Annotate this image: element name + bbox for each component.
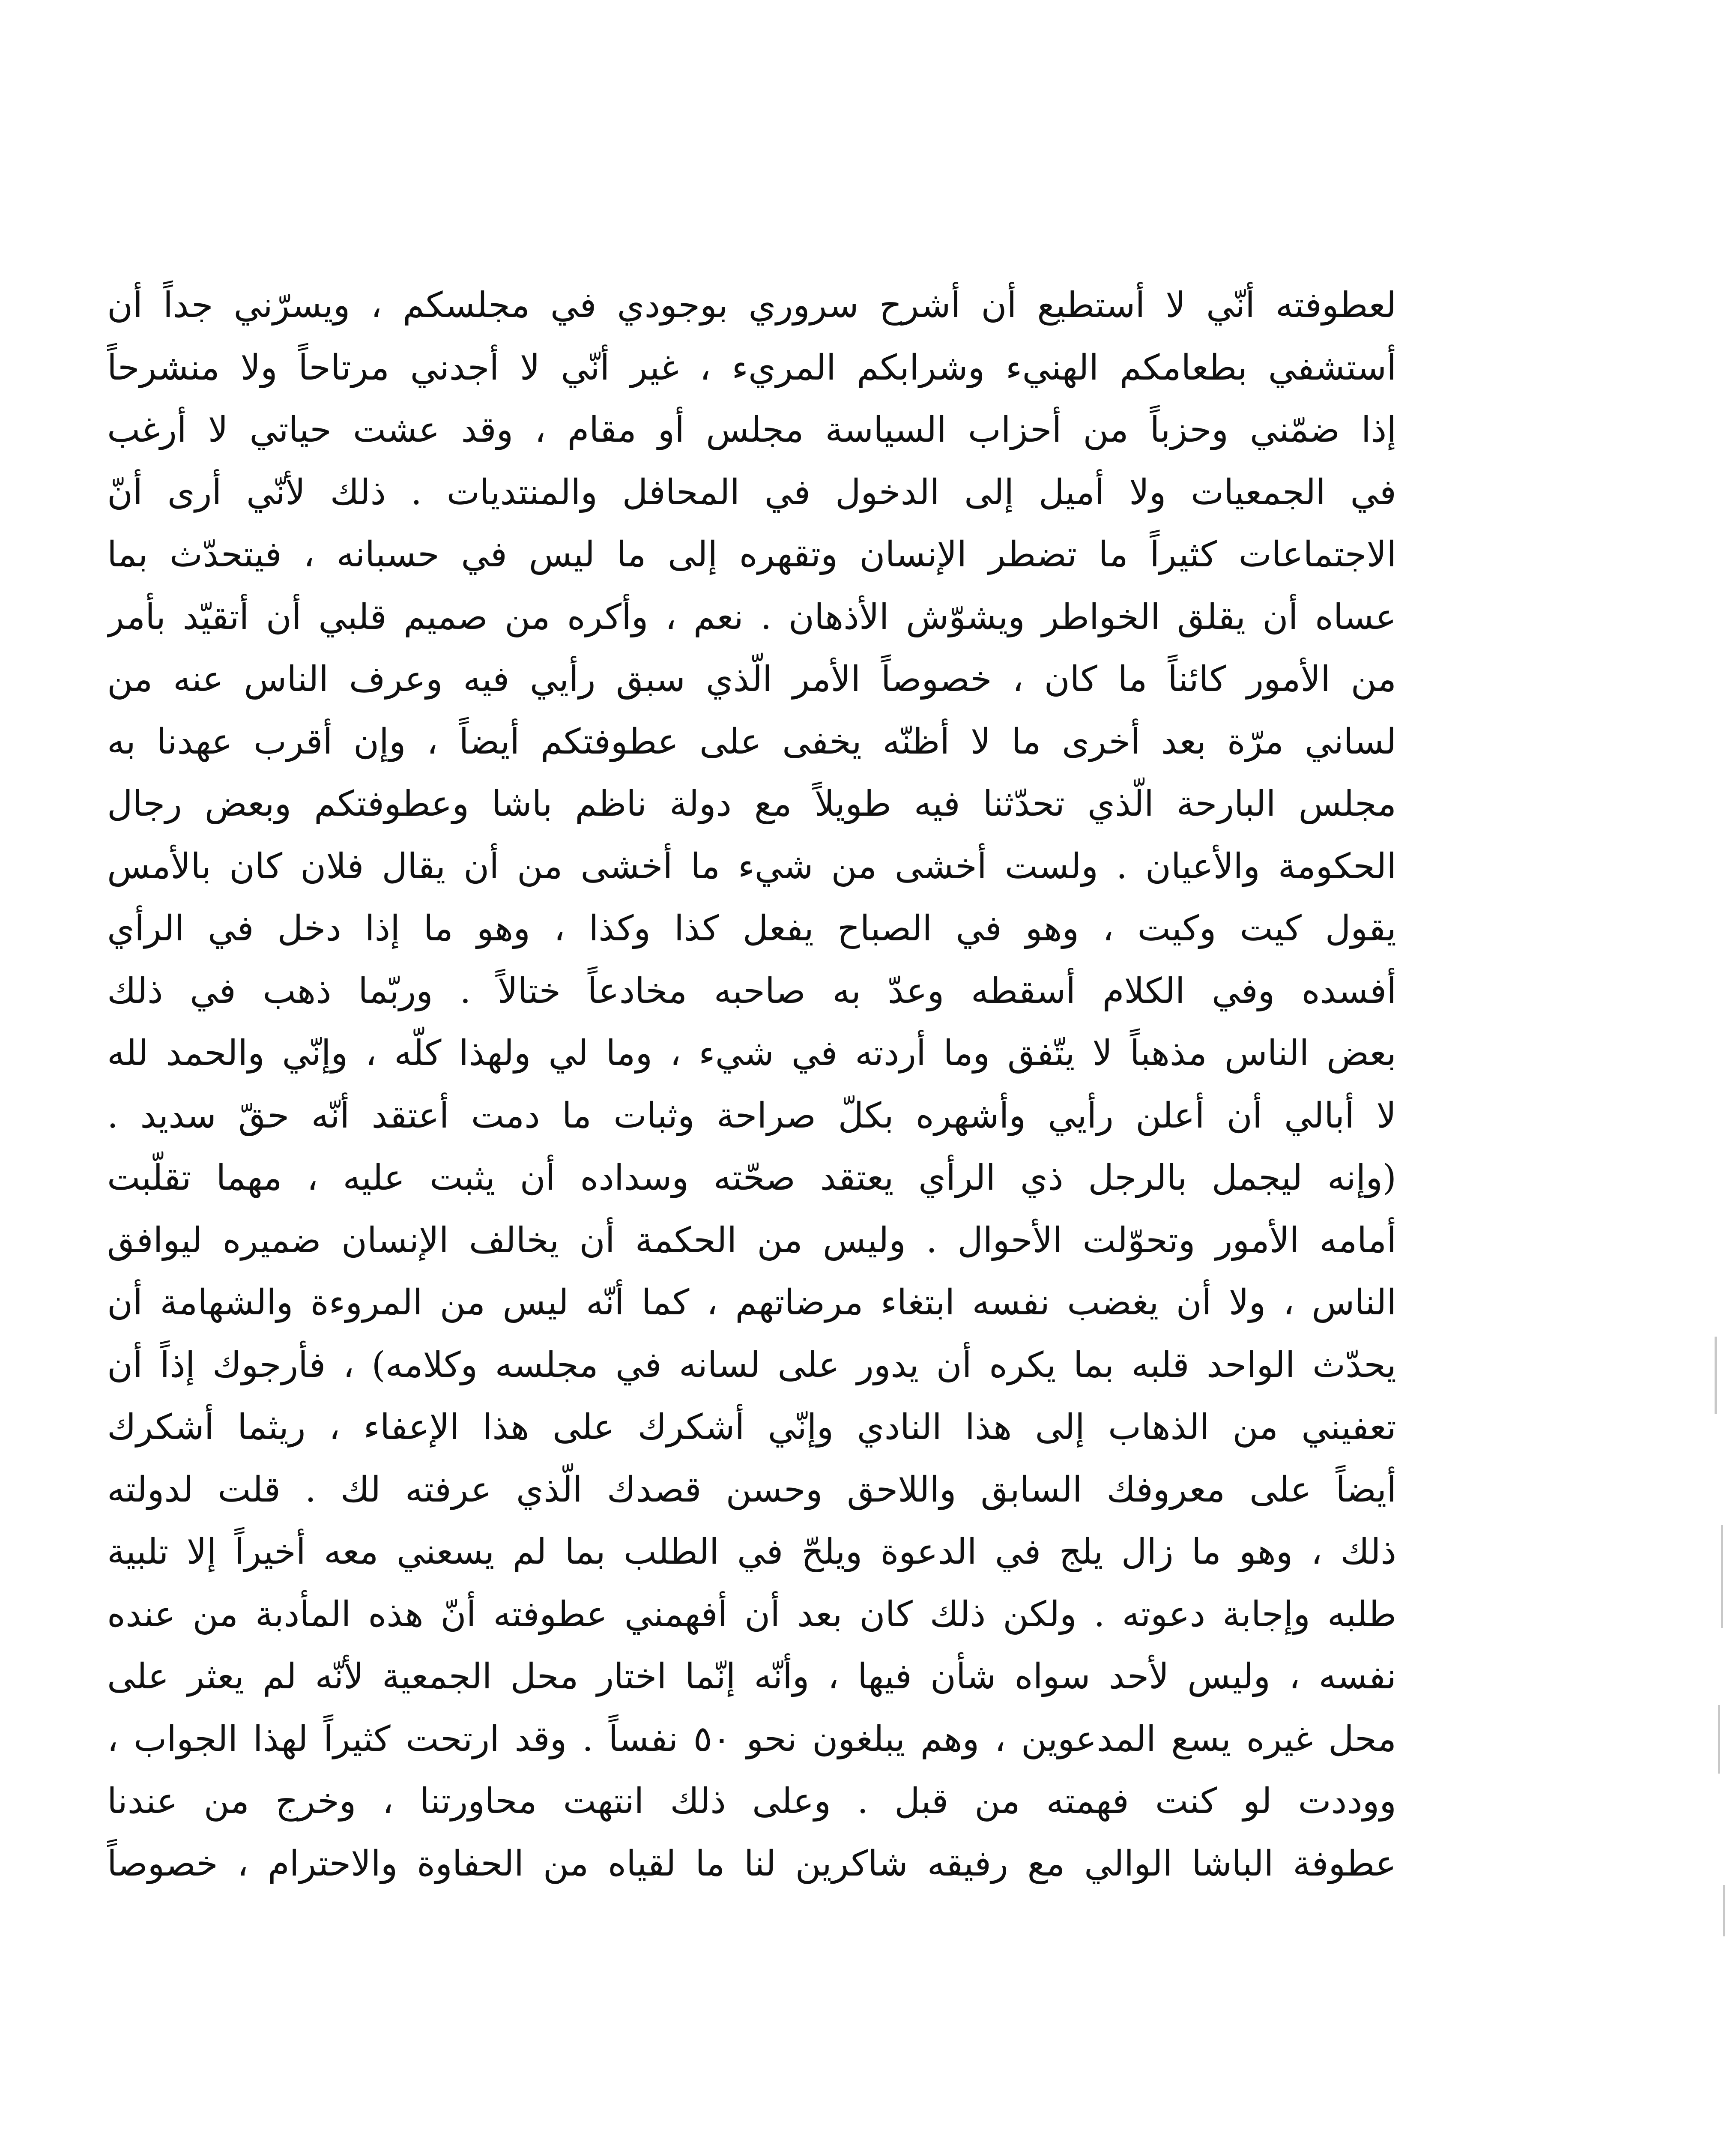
text-line: يقول كيت وكيت ، وهو في الصباح يفعل كذا وكذا ، وهو ما إذا دخل في الرأي xyxy=(107,908,1396,949)
scan-speck xyxy=(1715,1337,1717,1414)
text-line: يحدّث الواحد قلبه بما يكره أن يدور على لسانه في مجلسه وكلامه) ، فأرجوك إذاً أن xyxy=(107,1344,1396,1385)
text-line: الناس ، ولا أن يغضب نفسه ابتغاء مرضاتهم ، كما أنّه ليس من المروءة والشهامة أن xyxy=(107,1282,1396,1323)
text-line: عطوفة الباشا الوالي مع رفيقه شاكرين لنا ما لقياه من الحفاوة والاحترام ، خصوصاً xyxy=(107,1843,1396,1884)
text-line: أفسده وفي الكلام أسقطه وعدّ به صاحبه مخادعاً ختالاً . وربّما ذهب في ذلك xyxy=(107,970,1396,1011)
text-line: بعض الناس مذهباً لا يتّفق وما أردته في شيء ، وما لي ولهذا كلّه ، وإنّي والحمد لله xyxy=(107,1033,1396,1074)
text-line: طلبه وإجابة دعوته . ولكن ذلك كان بعد أن أفهمني عطوفته أنّ هذه المأدبة من عنده xyxy=(107,1594,1396,1635)
text-line: تعفيني من الذهاب إلى هذا النادي وإنّي أشكرك على هذا الإعفاء ، ريثما أشكرك xyxy=(107,1407,1396,1448)
text-line: ذلك ، وهو ما زال يلج في الدعوة ويلحّ في الطلب بما لم يسعني معه أخيراً إلا تلبية xyxy=(107,1532,1396,1572)
text-line: أيضاً على معروفك السابق واللاحق وحسن قصدك الّذي عرفته لك . قلت لدولته xyxy=(107,1469,1396,1510)
scan-speck xyxy=(1721,1525,1723,1628)
text-line: أمامه الأمور وتحوّلت الأحوال . وليس من الحكمة أن يخالف الإنسان ضميره ليوافق xyxy=(107,1220,1396,1261)
text-line: مجلس البارحة الّذي تحدّثنا فيه طويلاً مع دولة ناظم باشا وعطوفتكم وبعض رجال xyxy=(107,784,1396,824)
text-line: لعطوفته أنّي لا أستطيع أن أشرح سروري بوجودي في مجلسكم ، ويسرّني جداً أن xyxy=(107,285,1396,326)
scan-speck xyxy=(1723,1885,1725,1936)
text-line: ووددت لو كنت فهمته من قبل . وعلى ذلك انتهت محاورتنا ، وخرج من عندنا xyxy=(107,1781,1396,1822)
text-line: لا أبالي أن أعلن رأيي وأشهره بكلّ صراحة وثبات ما دمت أعتقد أنّه حقّ سديد . xyxy=(107,1095,1396,1136)
text-line: محل غيره يسع المدعوين ، وهم يبلغون نحو ٥٠ نفساً . وقد ارتحت كثيراً لهذا الجواب ، xyxy=(107,1718,1396,1759)
body-text xyxy=(107,274,1396,1895)
text-line: إذا ضمّني وحزباً من أحزاب السياسة مجلس أو مقام ، وقد عشت حياتي لا أرغب xyxy=(107,410,1396,450)
text-line: من الأمور كائناً ما كان ، خصوصاً الأمر الّذي سبق رأيي فيه وعرف الناس عنه من xyxy=(107,659,1396,700)
text-line: عساه أن يقلق الخواطر ويشوّش الأذهان . نعم ، وأكره من صميم قلبي أن أتقيّد بأمر xyxy=(107,596,1396,637)
scan-edge-artifacts xyxy=(1706,0,1736,2142)
text-line: لساني مرّة بعد أخرى ما لا أظنّه يخفى على عطوفتكم أيضاً ، وإن أقرب عهدنا به xyxy=(107,721,1396,762)
text-line: (وإنه ليجمل بالرجل ذي الرأي يعتقد صحّته وسداده أن يثبت عليه ، مهما تقلّبت xyxy=(107,1158,1396,1198)
text-line: نفسه ، وليس لأحد سواه شأن فيها ، وأنّه إنّما اختار محل الجمعية لأنّه لم يعثر على xyxy=(107,1656,1396,1697)
scan-speck xyxy=(1718,1705,1720,1774)
text-line: أستشفي بطعامكم الهنيء وشرابكم المريء ، غير أنّي لا أجدني مرتاحاً ولا منشرحاً xyxy=(107,347,1396,388)
text-line: الحكومة والأعيان . ولست أخشى من شيء ما أخشى من أن يقال فلان كان بالأمس xyxy=(107,846,1396,887)
text-line: في الجمعيات ولا أميل إلى الدخول في المحافل والمنتديات . ذلك لأنّي أرى أنّ xyxy=(107,472,1396,513)
text-line: الاجتماعات كثيراً ما تضطر الإنسان وتقهره إلى ما ليس في حسبانه ، فيتحدّث بما xyxy=(107,534,1396,575)
